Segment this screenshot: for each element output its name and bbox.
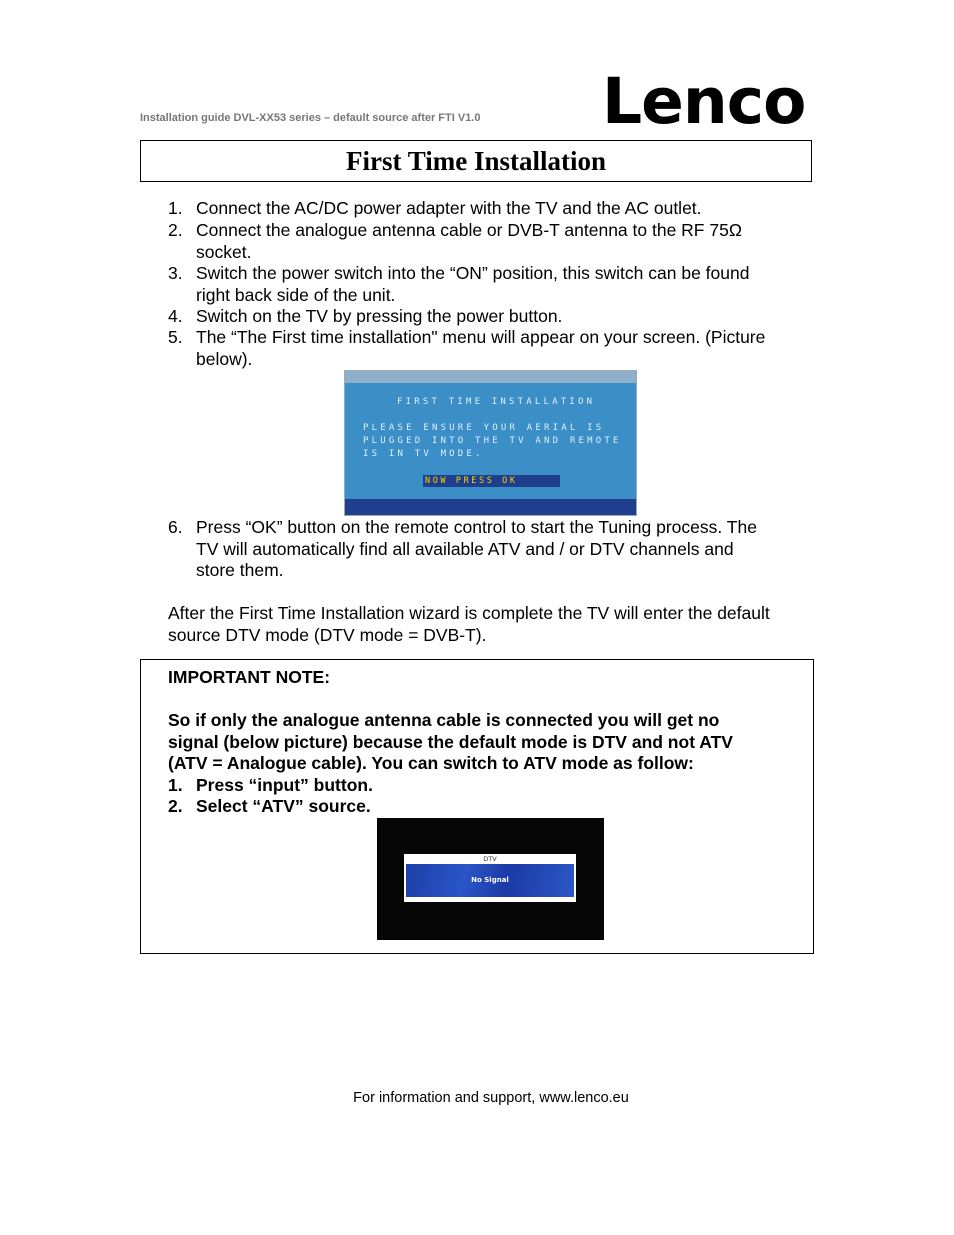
step-text: Switch the power switch into the “ON” position, this switch can be found	[196, 263, 750, 283]
now-press-ok-highlight: NOW PRESS OK	[423, 475, 560, 487]
note-line: So if only the analogue antenna cable is connected you will get no	[168, 710, 720, 730]
step-text: TV will automatically find all available ATV and / or DTV channels and	[196, 538, 734, 559]
page-title: First Time Installation	[345, 145, 607, 176]
step-number: 3.	[168, 263, 183, 283]
fti-tv-screenshot	[344, 370, 637, 516]
note-line: signal (below picture) because the default mode is DTV and not ATV	[168, 731, 733, 752]
step-1	[168, 198, 808, 220]
step-text: Switch on the TV by pressing the power button.	[196, 306, 563, 326]
step-2	[168, 220, 808, 263]
step-5	[168, 327, 808, 370]
tv-bottom-bar	[345, 499, 636, 515]
fti-line: IS IN TV MODE.	[363, 449, 484, 459]
step-6	[168, 517, 808, 582]
step-text: store them.	[196, 560, 284, 581]
step-text: The “The First time installation" menu will appear on your screen. (Picture	[196, 327, 766, 347]
dtv-label: DTV	[483, 855, 497, 863]
step-text: Press “input” button.	[196, 775, 373, 795]
step-number: 4.	[168, 306, 183, 326]
note-line: (ATV = Analogue cable). You can switch to ATV mode as follow:	[168, 753, 694, 774]
footer: For information and support, www.lenco.eu	[353, 1090, 629, 1106]
fti-line: PLEASE ENSURE YOUR AERIAL IS	[363, 423, 605, 433]
title-box	[140, 140, 812, 182]
step-text: Connect the AC/DC power adapter with the TV and the AC outlet.	[196, 198, 702, 218]
step-text: below).	[196, 348, 253, 369]
step-text: Press “OK” button on the remote control to start the Tuning process. The	[196, 517, 757, 537]
header-caption: Installation guide DVL-XX53 series – default source after FTI V1.0	[140, 112, 481, 124]
note-body	[168, 710, 818, 775]
step-number: 1.	[168, 775, 183, 795]
step-text: right back side of the unit.	[196, 284, 396, 305]
step-text: Select “ATV” source.	[196, 796, 371, 816]
paragraph-line: After the First Time Installation wizard is complete the TV will enter the default	[168, 603, 770, 623]
fti-heading: FIRST TIME INSTALLATION	[397, 397, 596, 407]
note-heading: IMPORTANT NOTE:	[168, 667, 331, 687]
note-step-1	[168, 775, 808, 797]
no-signal-message: No Signal	[406, 864, 574, 897]
step-text: socket.	[196, 241, 252, 262]
note-step-2	[168, 796, 808, 818]
step-number: 5.	[168, 327, 183, 347]
dtv-no-signal-screenshot	[377, 818, 604, 940]
step-number: 2.	[168, 796, 183, 816]
lenco-logo: Lenco	[602, 65, 806, 138]
dtv-dialog	[404, 854, 576, 902]
step-3	[168, 263, 808, 306]
step-number: 6.	[168, 517, 183, 537]
tv-top-bar	[345, 371, 636, 383]
paragraph-line: source DTV mode (DTV mode = DVB-T).	[168, 624, 487, 645]
step-text: Connect the analogue antenna cable or DVB-T antenna to the RF 75Ω	[196, 220, 742, 240]
step-number: 2.	[168, 220, 183, 240]
after-install-paragraph	[168, 603, 818, 646]
step-4	[168, 306, 808, 328]
step-number: 1.	[168, 198, 183, 218]
fti-line: PLUGGED INTO THE TV AND REMOTE	[363, 436, 622, 446]
